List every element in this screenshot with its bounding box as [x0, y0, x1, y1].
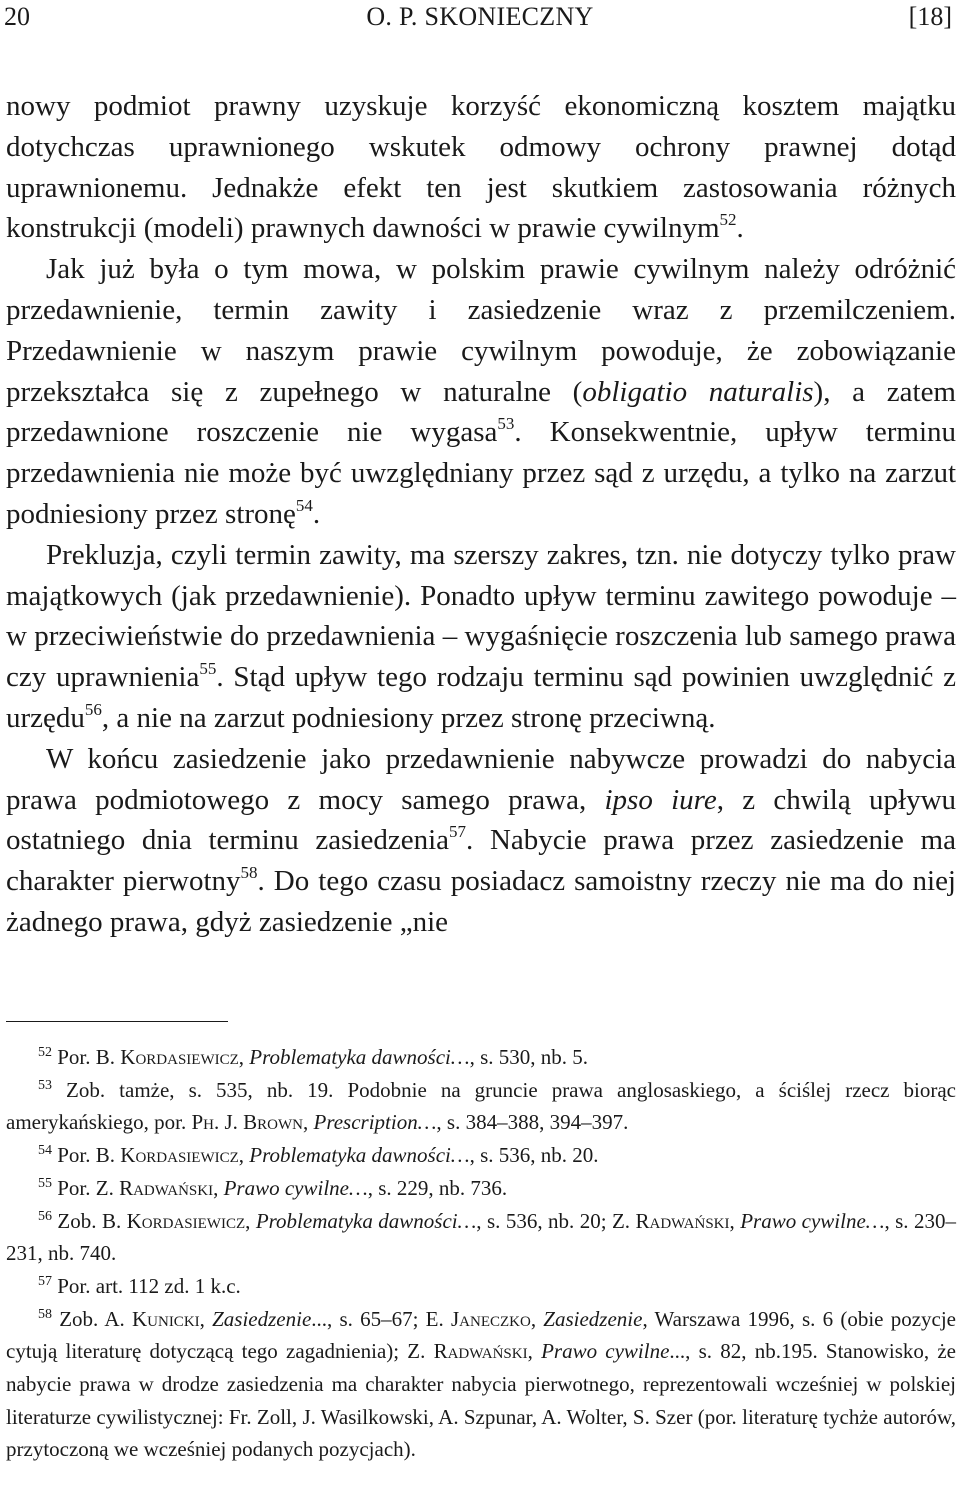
section-number: [18]	[908, 2, 952, 31]
footnote-ref-52[interactable]: 52	[719, 210, 737, 230]
footnote-ref-57[interactable]: 57	[449, 822, 467, 842]
paragraph-1: nowy podmiot prawny uzyskuje korzyść ekonomiczną kosztem majątku dotychczas uprawnionego wskutek odmowy ochrony prawnej dotąd uprawnionemu. Jednakże efekt ten jest skutkiem zastosowania różnych konstrukcji (modeli) prawnych dawności w prawie cywilnym$^{52}$.	[6, 90, 956, 245]
footnote-ref-56[interactable]: 56	[84, 699, 102, 719]
footnote-52: $^{52}$ Por. B. Kordasiewicz, Problematyka dawności…, s. 530, nb. 5.	[38, 1045, 588, 1069]
footnote-53: $^{53}$ Zob. tamże, s. 535, nb. 19. Podobnie na gruncie prawa anglosaskiego, a ściślej rzecz biorąc amerykańskiego, por. Ph. J. Brown, Prescription…, s. 384–388, 394–397.	[6, 1077, 956, 1135]
footnote-56: $^{56}$ Zob. B. Kordasiewicz, Problematyka dawności…, s. 536, nb. 20; Z. Radwański, Prawo cywilne…, s. 230–231, nb. 740.	[6, 1208, 956, 1266]
paragraph-4: W końcu zasiedzenie jako przedawnienie nabywcze prowadzi do nabycia prawa podmiotowego z mocy samego prawa, ipso iure, z chwilą upływu ostatniego dnia terminu zasiedzenia$^{57}$. Nabycie prawa przez zasiedzenie ma charakter pierwotny$^{58}$. Do tego czasu posiadacz samoistny rzeczy nie ma do niej żadnego prawa, gdyż zasiedzenie „nie	[6, 742, 957, 938]
footnote-separator	[6, 1021, 228, 1022]
paragraph-3: Prekluzja, czyli termin zawity, ma szerszy zakres, tzn. nie dotyczy tylko praw majątkowych (jak przedawnienie). Ponadto upływ terminu zawitego powoduje – w przeciwieństwie do przedawnienia – wygaśnięcie roszczenia lub samego prawa czy uprawnienia$^{55}$. Stąd upływ tego rodzaju terminu sąd powinien uwzględnić z urzędu$^{56}$, a nie na zarzut podniesiony przez stronę przeciwną.	[6, 538, 956, 734]
footnotes	[6, 1041, 956, 1466]
footnote-57: $^{57}$ Por. art. 112 zd. 1 k.c.	[38, 1273, 241, 1298]
footnote-ref-58[interactable]: 58	[240, 863, 258, 883]
paragraph-2: Jak już była o tym mowa, w polskim prawie cywilnym należy odróżnić przedawnienie, termin zawity i zasiedzenie wraz z przemilczeniem. Przedawnienie w naszym prawie cywilnym powoduje, że zobowiązanie przekształca się z zupełnego w naturalne (obligatio naturalis), a zatem przedawnione roszczenie nie wygasa$^{53}$. Konsekwentnie, upływ terminu przedawnienia nie może być uwzględniany przez sąd z urzędu, a tylko na zarzut podniesiony przez stronę$^{54}$.	[6, 253, 956, 530]
footnote-ref-53[interactable]: 53	[497, 414, 515, 434]
footnote-58: $^{58}$ Zob. A. Kunicki, Zasiedzenie..., s. 65–67; E. Janeczko, Zasiedzenie, Warszawa 1996, s. 6 (obie pozycje cytują literaturę dotyczącą tego zagadnienia); Z. Radwański, Prawo cywilne..., s. 82, nb.195. Stanowisko, że nabycie prawa w drodze zasiedzenia ma charakter nabycia pierwotnego, reprezentowali wcześniej w polskiej literaturze cywilistycznej: Fr. Zoll, J. Wasilkowski, A. Szpunar, A. Wolter, S. Szer (por. literaturę tychże autorów, przytoczoną we wcześniej podanych pozycjach).	[6, 1306, 957, 1462]
footnote-ref-55[interactable]: 55	[199, 659, 217, 679]
page-number: 20	[4, 2, 30, 31]
footnote-54: $^{54}$ Por. B. Kordasiewicz, Problematyka dawności…, s. 536, nb. 20.	[38, 1143, 599, 1168]
running-head-author: O. P. SKONIECZNY	[366, 2, 594, 31]
running-head	[0, 0, 960, 40]
footnote-55: $^{55}$ Por. Z. Radwański, Prawo cywilne…, s. 229, nb. 736.	[38, 1175, 508, 1200]
main-text	[6, 86, 956, 943]
footnote-ref-54[interactable]: 54	[295, 495, 313, 515]
